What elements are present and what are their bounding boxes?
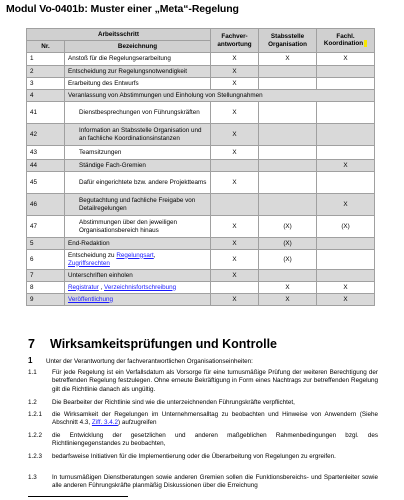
section-title: Wirksamkeitsprüfungen und Kontrolle (50, 337, 277, 351)
row-desc (65, 282, 211, 294)
table-row (27, 160, 375, 172)
table-row (27, 282, 375, 294)
table-row (27, 172, 375, 194)
row-mark-b: X (259, 294, 317, 306)
row-desc: Abstimmungen über den jeweiligen Organisationsbereich hinaus (65, 216, 211, 238)
paragraph-number: 1.2.3 (28, 453, 43, 460)
row-desc: Dafür eingerichtete bzw. andere Projektteams (65, 172, 211, 194)
section-heading (28, 337, 277, 351)
row-nr: 7 (27, 270, 65, 282)
row-mark-b (259, 194, 317, 216)
row-nr: 45 (27, 172, 65, 194)
row-nr: 4 (27, 90, 65, 102)
row-nr: 41 (27, 102, 65, 124)
row-mark-a: X (211, 78, 259, 90)
verzeichnisfortschreibung-link[interactable]: Verzeichnisfortschreibung (104, 283, 177, 291)
header-nr: Nr. (27, 41, 65, 53)
row-desc: Entscheidung zur Regelungsnotwendigkeit (65, 66, 211, 78)
row-desc-separator: , (153, 251, 156, 259)
section-number: 7 (28, 337, 35, 351)
row-nr: 3 (27, 78, 65, 90)
row-mark-c: X (317, 53, 375, 66)
row-mark-c: X (317, 160, 375, 172)
row-mark-a: X (211, 270, 259, 282)
row-desc: Erarbeitung des Entwurfs (65, 78, 211, 90)
row-mark-c: X (317, 194, 375, 216)
paragraph-text: bedarfsweise Initiativen für die Implementierung oder die Überarbeitung von Regelungen zu ergreifen. (52, 453, 336, 460)
row-mark-a: X (211, 146, 259, 160)
row-desc (65, 250, 211, 270)
table-row (27, 90, 375, 102)
intro-line (28, 356, 378, 366)
footnote-divider (28, 496, 128, 497)
row-desc: End-Redaktion (65, 238, 211, 250)
row-nr: 46 (27, 194, 65, 216)
row-mark-c (317, 102, 375, 124)
table-row (27, 216, 375, 238)
row-mark-b: (X) (259, 238, 317, 250)
row-desc: Veranlassung von Abstimmungen und Einholung von Stellungnahmen (65, 90, 375, 102)
header-stabsstelle: Stabsstelle Organisation (259, 29, 317, 53)
row-mark-c: X (317, 294, 375, 306)
ziff-link[interactable]: Ziff. 3.4.2 (91, 419, 119, 427)
page-title: Modul Vo-0401b: Muster einer „Meta“-Regelung (6, 3, 239, 15)
row-nr: 43 (27, 146, 65, 160)
row-mark-a: X (211, 238, 259, 250)
row-mark-b (259, 102, 317, 124)
row-nr: 9 (27, 294, 65, 306)
row-mark-b (259, 270, 317, 282)
row-mark-a: X (211, 53, 259, 66)
zugriffsrechte-link[interactable]: Zugriffsrechten (68, 259, 110, 267)
regelungsart-link[interactable]: Regelungsart (116, 251, 154, 259)
row-mark-c: X (317, 282, 375, 294)
row-mark-b (259, 160, 317, 172)
paragraph-text (52, 411, 378, 428)
paragraph-text: Für jede Regelung ist ein Verfallsdatum als Vorsorge für eine turnusmäßige Prüfung der weiteren Berechtigung der betreffenden Regelung festzulegen. Ohne erneute Bekräftigung in Form eines Nachtrags zur betreffenden Regelung gilt die Richtlinie danach als ungültig. (52, 369, 378, 393)
row-desc: Ständige Fach-Gremien (65, 160, 211, 172)
row-mark-b (259, 172, 317, 194)
paragraph-text-part: die Wirksamkeit der Regelungen im Unternehmensalltag zu beobachten und Hinweise von Anwendern (Siehe Abschnitt 4.3, (52, 411, 378, 427)
paragraph-text: Die Bearbeiter der Richtlinie sind wie die unterzeichnenden Führungskräfte verpflichtet, (52, 399, 295, 406)
header-fachl-koordination-label: Fachl. Koordination (323, 32, 364, 48)
row-mark-b: X (259, 282, 317, 294)
row-desc: Begutachtung und fachliche Freigabe von Detailregelungen (65, 194, 211, 216)
table-row (27, 124, 375, 146)
intro-number: 1 (28, 356, 33, 365)
paragraph (28, 411, 378, 428)
row-mark-a: X (211, 250, 259, 270)
paragraph-number: 1.2.2 (28, 432, 43, 439)
row-mark-a: X (211, 66, 259, 78)
row-nr: 42 (27, 124, 65, 146)
table-row (27, 102, 375, 124)
row-desc-separator: , (98, 283, 105, 291)
row-mark-b (259, 78, 317, 90)
row-mark-a: X (211, 216, 259, 238)
row-nr: 5 (27, 238, 65, 250)
paragraph-number: 1.1 (28, 369, 37, 376)
header-arbeitsschritt: Arbeitsschritt (27, 29, 211, 41)
row-nr: 44 (27, 160, 65, 172)
registratur-link[interactable]: Registratur (68, 283, 99, 291)
paragraph-text-part: ) aufzugreifen (118, 419, 157, 427)
row-mark-b (259, 146, 317, 160)
row-mark-b (259, 66, 317, 78)
row-desc: Unterschriften einholen (65, 270, 211, 282)
row-mark-c (317, 66, 375, 78)
row-mark-c (317, 172, 375, 194)
table-row (27, 238, 375, 250)
paragraph-number: 1.3 (28, 474, 37, 481)
row-desc: Teamsitzungen (65, 146, 211, 160)
row-desc: Information an Stabsstelle Organisation und an fachliche Koordinationsinstanzen (65, 124, 211, 146)
paragraph (28, 369, 378, 394)
table-row (27, 270, 375, 282)
paragraph-number: 1.2 (28, 399, 37, 406)
table-row (27, 294, 375, 306)
paragraph-text: In turnusmäßigen Dienstberatungen sowie anderen Gremien sollen die Funktionsbereichs- und Spartenleiter sowie alle anderen Führungskräfte planmäßig Diskussionen über die Erreichung (52, 474, 378, 490)
table-row (27, 53, 375, 66)
row-mark-a: X (211, 294, 259, 306)
row-mark-b: X (259, 53, 317, 66)
intro-text: Unter der Verantwortung der fachverantwortlichen Organisationseinheiten: (46, 358, 253, 365)
paragraph-number: 1.2.1 (28, 411, 43, 418)
paragraph-text: die Entwicklung der gesetzlichen und anderen maßgeblichen Rahmenbedingungen bzgl. des Richtliniengegenstandes zu beobachten, (52, 432, 378, 448)
paragraph (28, 399, 378, 407)
row-mark-b (259, 124, 317, 146)
row-nr: 47 (27, 216, 65, 238)
paragraph (28, 432, 378, 449)
row-mark-b: (X) (259, 216, 317, 238)
row-mark-c (317, 250, 375, 270)
paragraph (28, 474, 378, 491)
row-mark-a (211, 160, 259, 172)
row-mark-c (317, 146, 375, 160)
row-mark-c (317, 78, 375, 90)
row-mark-c (317, 238, 375, 250)
row-mark-c: (X) (317, 216, 375, 238)
header-bezeichnung: Bezeichnung (65, 41, 211, 53)
row-nr: 2 (27, 66, 65, 78)
row-nr: 1 (27, 53, 65, 66)
header-fachl-koordination (317, 29, 375, 53)
responsibility-table (26, 28, 375, 306)
row-nr: 6 (27, 250, 65, 270)
row-desc: Dienstbesprechungen von Führungskräften (65, 102, 211, 124)
row-mark-c (317, 124, 375, 146)
row-mark-b: (X) (259, 250, 317, 270)
row-desc-text: Entscheidung zu (68, 251, 117, 259)
row-mark-a: X (211, 124, 259, 146)
row-mark-a (211, 282, 259, 294)
row-mark-c (317, 270, 375, 282)
row-mark-a (211, 194, 259, 216)
cursor-highlight-mark (364, 40, 367, 47)
row-mark-a: X (211, 172, 259, 194)
paragraph (28, 453, 378, 461)
table-row (27, 250, 375, 270)
row-mark-a: X (211, 102, 259, 124)
table-row (27, 66, 375, 78)
table-row (27, 78, 375, 90)
row-nr: 8 (27, 282, 65, 294)
row-desc (65, 294, 211, 306)
header-fachverantwortung: Fachver- antwortung (211, 29, 259, 53)
row-desc: Anstoß für die Regelungserarbeitung (65, 53, 211, 66)
table-row (27, 194, 375, 216)
veroeffentlichung-link[interactable]: Veröffentlichung (68, 295, 114, 303)
table-row (27, 146, 375, 160)
